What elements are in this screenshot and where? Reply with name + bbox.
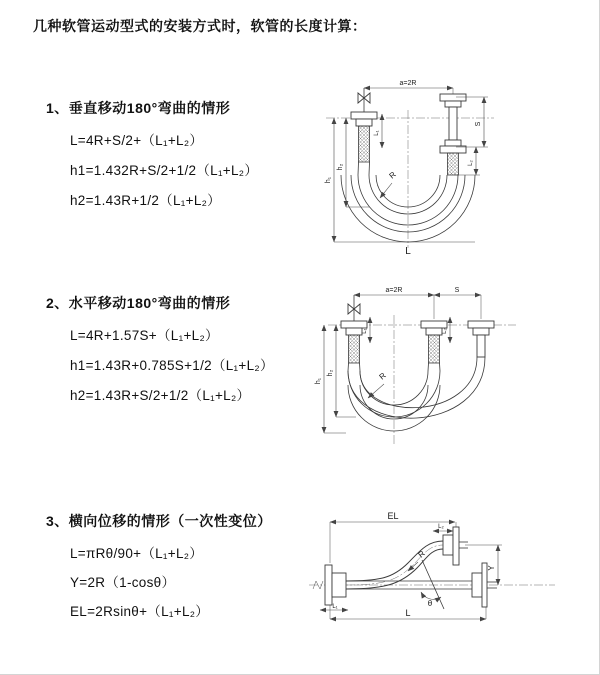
dim-label-l1: L₁ — [374, 130, 380, 136]
formula-line: h1=1.43R+0.785S+1/2（L₁+L₂） — [70, 358, 274, 373]
dim-label-stroke: S — [475, 121, 482, 127]
page-title: 几种软管运动型式的安装方式时，软管的长度计算： — [33, 18, 367, 34]
break-mark — [313, 581, 323, 589]
formula-line: h1=1.432R+S/2+1/2（L₁+L₂） — [70, 163, 259, 178]
dim-label-h2: h₂ — [327, 369, 334, 377]
braided-hose-right — [448, 153, 459, 175]
top-dimension — [364, 80, 453, 94]
valve-icon — [348, 295, 360, 321]
right-flange-displaced — [443, 527, 468, 565]
diagram-vertical-180-bend — [308, 72, 558, 264]
dim-label-length: L — [405, 246, 411, 257]
formula-line: L=4R+1.57S+（L₁+L₂） — [70, 328, 219, 343]
section-1-heading: 1、垂直移动180°弯曲的情形 — [46, 100, 231, 116]
diagram-lateral-displacement — [305, 512, 577, 644]
dim-label-length: L — [405, 608, 411, 618]
l-dimension — [330, 605, 486, 619]
right-dimensions — [454, 97, 488, 175]
l2-dimension — [433, 524, 453, 531]
section-lateral-displacement — [46, 511, 272, 626]
formula-line: h2=1.43R+S/2+1/2（L₁+L₂） — [70, 388, 251, 403]
right-flange-moved-position — [468, 321, 494, 357]
left-flange — [325, 565, 346, 605]
dim-label-radius: R — [377, 370, 388, 382]
el-dimension — [330, 512, 456, 563]
formula-line: EL=2Rsinθ+（L₁+L₂） — [70, 604, 210, 619]
top-dimensions — [354, 287, 481, 319]
dim-label-a2r: a=2R — [399, 80, 417, 87]
section-1-formulas — [46, 126, 258, 216]
dim-label-a2r: a=2R — [385, 287, 403, 294]
braided-hose-middle — [429, 335, 440, 363]
dim-label-radius: R — [416, 548, 427, 560]
valve-icon — [358, 88, 370, 112]
dim-label-l2: L₂ — [438, 524, 444, 530]
dim-label-stroke: S — [454, 287, 460, 294]
dim-label-l1: L₁ — [362, 328, 368, 334]
section-2-heading: 2、水平移动180°弯曲的情形 — [46, 295, 231, 311]
braided-hose-left — [359, 126, 370, 162]
angle-annotation — [421, 560, 444, 609]
right-pipe-assembly — [440, 94, 466, 175]
diagram-horizontal-180-bend — [312, 283, 570, 455]
dim-label-l1: L₁ — [332, 604, 338, 610]
dim-label-el: EL — [387, 512, 399, 521]
dim-label-h1: h₁ — [325, 176, 332, 184]
dim-label-h2: h₂ — [337, 163, 344, 171]
formula-line: h2=1.43R+1/2（L₁+L₂） — [70, 193, 221, 208]
braided-hose-left — [349, 335, 360, 363]
section-3-heading: 3、横向位移的情形（一次性变位） — [46, 513, 272, 529]
formula-line: L=4R+S/2+（L₁+L₂） — [70, 133, 204, 148]
s-curve-hose — [346, 541, 443, 589]
dim-label-l2: L₂ — [442, 328, 448, 334]
formula-line: L=πRθ/90+（L₁+L₂） — [70, 546, 204, 561]
u-bend-arcs — [348, 357, 485, 431]
formula-line: Y=2R（1-cosθ） — [70, 575, 176, 590]
section-horizontal-movement — [46, 293, 274, 411]
dim-label-radius: R — [387, 169, 398, 181]
section-vertical-movement — [46, 98, 258, 216]
dim-label-theta: θ — [427, 599, 433, 608]
section-3-formulas — [46, 539, 272, 626]
l1-dimension — [320, 604, 348, 610]
left-flange — [341, 321, 367, 363]
dim-label-y: Y — [487, 565, 496, 571]
dim-label-l2: L₂ — [468, 160, 474, 166]
middle-flange — [421, 321, 447, 363]
radius-leader — [368, 371, 388, 398]
left-flange — [351, 112, 377, 162]
radius-leader — [380, 170, 398, 198]
dim-label-h1: h₁ — [315, 377, 322, 385]
section-2-formulas — [46, 321, 274, 411]
